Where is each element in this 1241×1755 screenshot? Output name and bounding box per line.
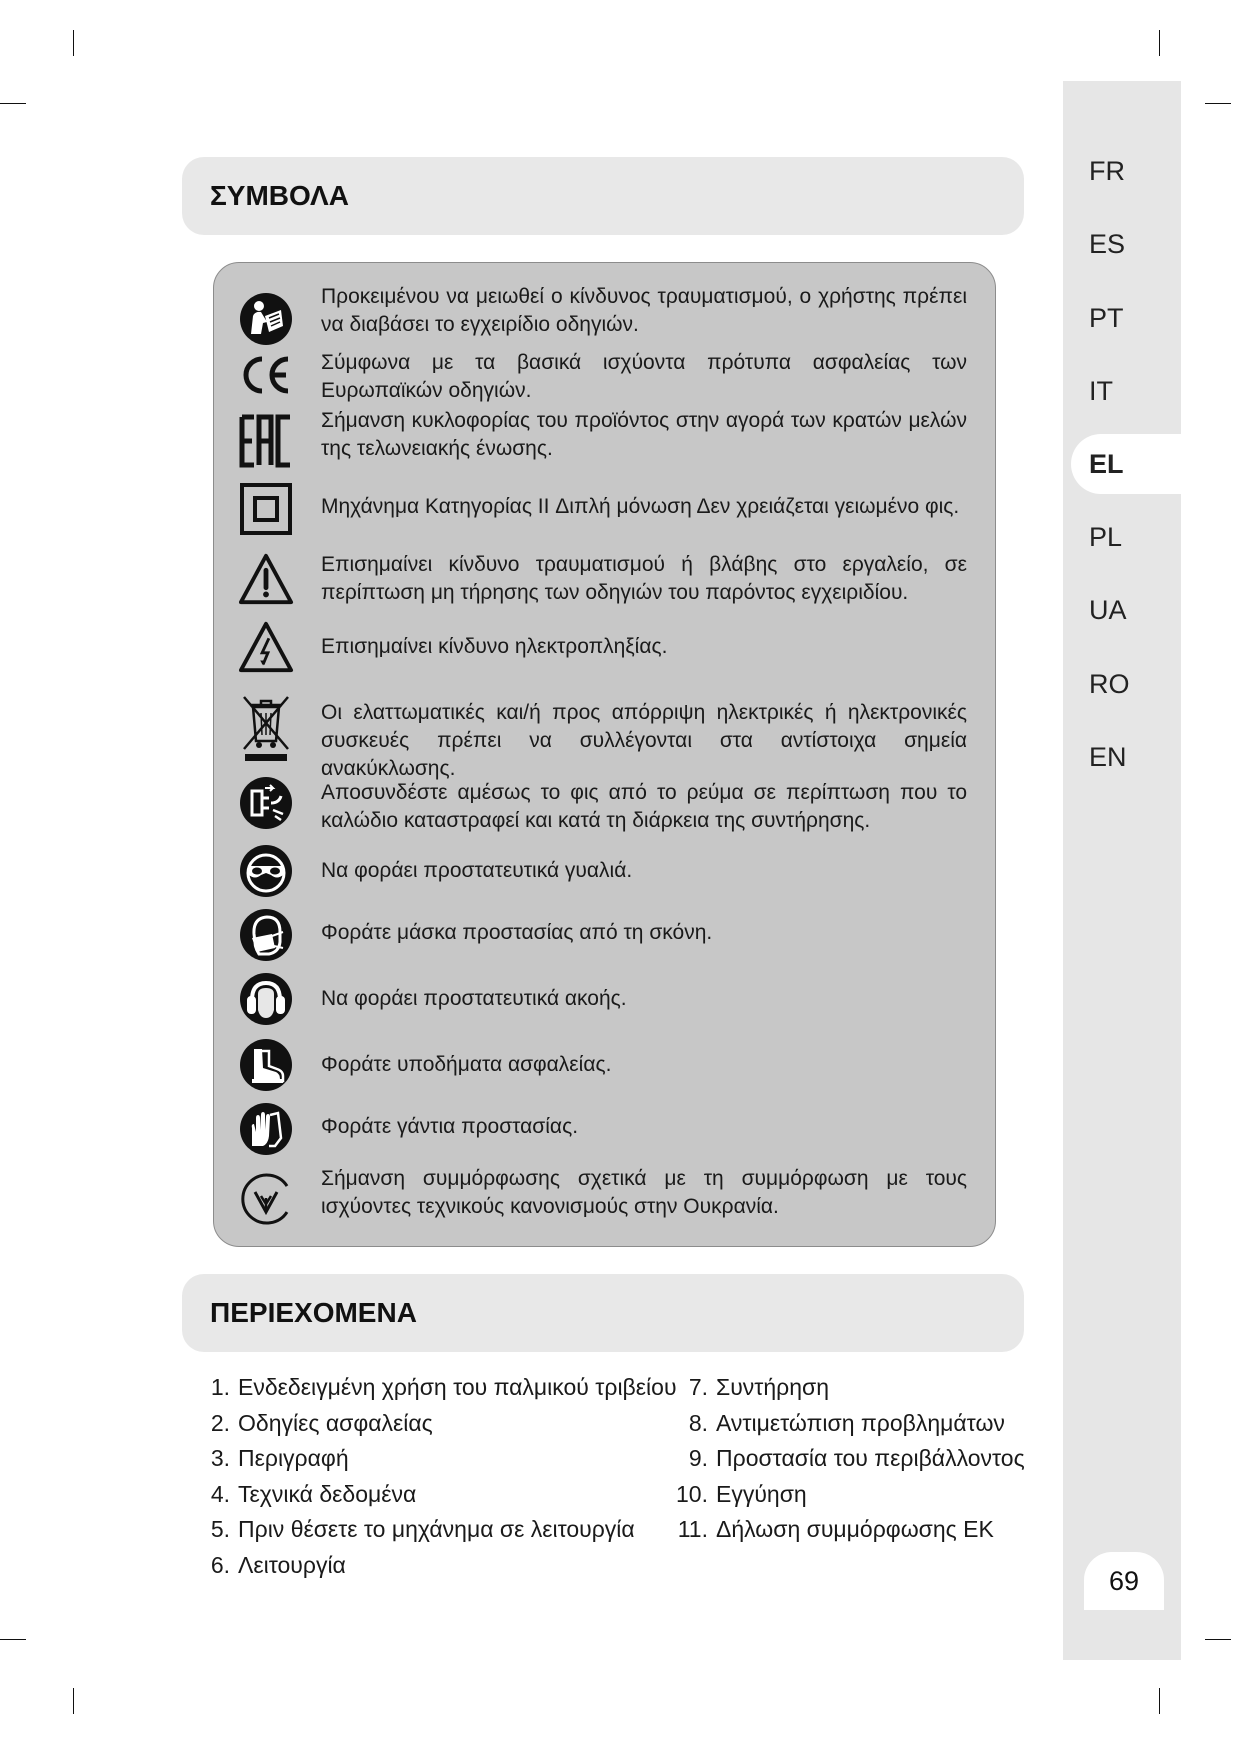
contents-item[interactable] [674,1406,1025,1442]
symbol-description: Φοράτε υποδήματα ασφαλείας. [321,1053,612,1076]
language-tab-pt[interactable]: PT [1089,302,1124,333]
contents-list-left [210,1370,677,1583]
contents-item-title: Αντιμετώπιση προβλημάτων [716,1409,1005,1436]
contents-item-title: Προστασία του περιβάλλοντος [716,1445,1025,1471]
contents-item-number: 10. [676,1480,708,1507]
page-number: 69 [1084,1552,1164,1610]
contents-item[interactable] [210,1406,677,1442]
dust-mask-icon [238,907,294,963]
warning-triangle-icon [238,551,294,607]
contents-item-number: 6. [210,1551,230,1578]
contents-item-title: Πριν θέσετε το μηχάνημα σε λειτουργία [238,1516,635,1542]
symbol-description: Μηχάνημα Κατηγορίας II Διπλή μόνωση Δεν χρειάζεται γειωμένο φις. [321,495,960,518]
contents-item-title: Εγγύηση [716,1480,807,1507]
read-manual-icon [238,291,294,347]
symbols-section-title: ΣΥΜΒΟΛΑ [182,157,1024,235]
crop-mark [73,1688,74,1714]
ear-protection-icon [238,971,294,1027]
contents-item-number: 2. [210,1409,230,1436]
symbol-description: Επισημαίνει κίνδυνο ηλεκτροπληξίας. [321,635,668,658]
contents-item-number: 7. [688,1374,708,1400]
contents-item[interactable] [674,1370,1025,1406]
contents-item-number: 9. [688,1445,708,1471]
contents-item[interactable] [674,1512,1025,1548]
contents-item-number: 4. [210,1480,230,1507]
symbol-description: Οι ελαττωματικές και/ή προς απόρριψη ηλεκτρικές ή ηλεκτρονικές συσκευές πρέπει να συλλέγονται στα αντίστοιχα σημεία ανακύκλωσης. [321,701,967,780]
crop-mark [0,103,26,104]
symbol-description: Φοράτε μάσκα προστασίας από τη σκόνη. [321,921,713,944]
contents-item-title: Ενδεδειγμένη χρήση του παλμικού τριβείου [238,1374,677,1400]
contents-item-title: Λειτουργία [238,1551,346,1578]
contents-item[interactable] [210,1548,677,1584]
crop-mark [73,30,74,56]
contents-item[interactable] [210,1441,677,1477]
symbols-panel [213,262,996,1247]
class-ii-double-insulation-icon [238,481,294,537]
contents-item[interactable] [210,1512,677,1548]
symbol-description: Σύμφωνα με τα βασικά ισχύοντα πρότυπα ασφαλείας των Ευρωπαϊκών οδηγιών. [321,351,967,402]
contents-item[interactable] [674,1477,1025,1513]
eac-mark-icon [238,413,294,469]
symbol-description: Αποσυνδέστε αμέσως το φις από το ρεύμα σε περίπτωση που το καλώδιο καταστραφεί και κατά τη διάρκεια της συντήρησης. [321,781,967,832]
crop-mark [1159,1688,1160,1714]
contents-item[interactable] [210,1477,677,1513]
crop-mark [1205,103,1231,104]
crop-mark [0,1639,26,1640]
gloves-icon [238,1101,294,1157]
ukrainian-conformity-icon [238,1171,294,1227]
symbol-description: Να φοράει προστατευτικά γυαλιά. [321,859,633,882]
unplug-icon [238,775,294,831]
language-tab-en[interactable]: EN [1089,741,1127,772]
contents-item-number: 11. [677,1516,708,1542]
symbol-description: Προκειμένου να μειωθεί ο κίνδυνος τραυματισμού, ο χρήστης πρέπει να διαβάσει το εγχειρίδιο οδηγιών. [321,285,967,336]
contents-item-number: 3. [210,1445,230,1471]
language-tab-pl[interactable]: PL [1089,521,1123,552]
ce-mark-icon [238,347,294,403]
contents-item-title: Δήλωση συμμόρφωσης ΕΚ [716,1516,994,1542]
contents-list-right [674,1370,1025,1548]
weee-crossed-bin-icon [238,691,294,763]
contents-item-number: 5. [210,1516,230,1542]
crop-mark [1205,1639,1231,1640]
safety-boots-icon [238,1037,294,1093]
contents-item[interactable] [210,1370,677,1406]
language-tab-ro[interactable]: RO [1089,668,1130,699]
contents-section-title: ΠΕΡΙΕΧΟΜΕΝΑ [182,1274,1024,1352]
contents-item-title: Οδηγίες ασφαλείας [238,1409,433,1436]
safety-goggles-icon [238,843,294,899]
symbol-description: Επισημαίνει κίνδυνο τραυματισμού ή βλάβης στο εργαλείο, σε περίπτωση μη τήρησης των οδηγιών του παρόντος εγχειριδίου. [321,553,967,604]
symbol-description: Φοράτε γάντια προστασίας. [321,1115,579,1138]
language-tab-it[interactable]: IT [1089,375,1113,406]
language-tab-ua[interactable]: UA [1089,594,1127,625]
contents-item-title: Τεχνικά δεδομένα [238,1480,417,1507]
crop-mark [1159,30,1160,56]
language-tab-el[interactable]: EL [1071,434,1181,494]
language-tab-fr[interactable]: FR [1089,155,1125,186]
contents-item-number: 8. [688,1409,708,1436]
contents-item[interactable] [674,1441,1025,1477]
symbol-description: Σήμανση συμμόρφωσης σχετικά με τη συμμόρφωση με τους ισχύοντες τεχνικούς κανονισμούς στην Ουκρανία. [321,1167,967,1218]
contents-item-title: Συντήρηση [716,1374,830,1400]
electric-shock-icon [238,619,294,675]
contents-item-title: Περιγραφή [238,1445,349,1471]
contents-item-number: 1. [210,1374,230,1400]
language-tab-es[interactable]: ES [1089,228,1126,259]
symbol-description: Να φοράει προστατευτικά ακοής. [321,987,627,1010]
symbol-description: Σήμανση κυκλοφορίας του προϊόντος στην αγορά των κρατών μελών της τελωνειακής ένωσης. [321,409,967,460]
